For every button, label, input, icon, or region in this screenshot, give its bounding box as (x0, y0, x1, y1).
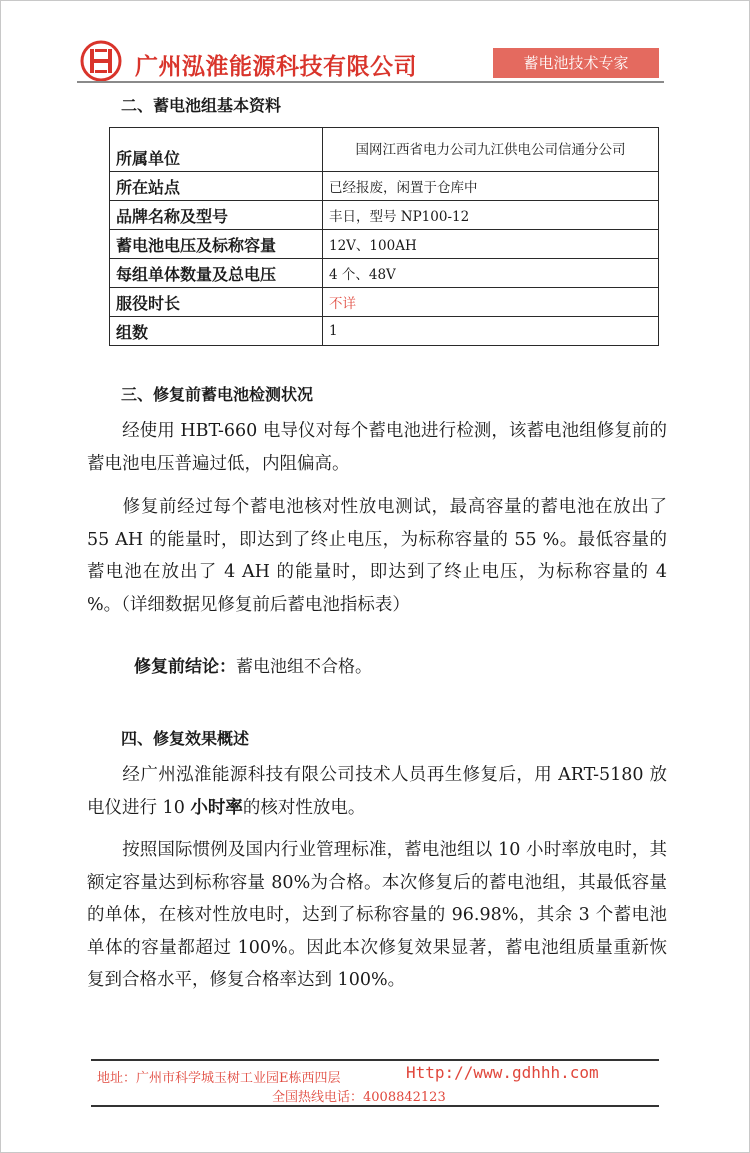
tagline-banner: 蓄电池技术专家 (493, 48, 659, 78)
section3-conclusion (134, 652, 372, 677)
battery-info-table (109, 127, 659, 346)
bold-term: 小时率 (190, 797, 243, 818)
footer-address: 地址：广州市科学城玉树工业园E栋西四层 (97, 1071, 341, 1086)
row-label: 服役时长 (110, 288, 323, 317)
company-logo-icon (79, 39, 123, 83)
table-row (110, 230, 659, 259)
row-value: 已经报废，闲置于仓库中 (323, 172, 659, 201)
section4-heading: 四、修复效果概述 (121, 729, 250, 748)
section2-heading: 二、蓄电池组基本资料 (121, 96, 282, 115)
table-row (110, 317, 659, 346)
table-row (110, 259, 659, 288)
table-row (110, 201, 659, 230)
conclusion-text: 蓄电池组不合格。 (236, 657, 372, 677)
row-value: 丰日，型号 NP100-12 (323, 201, 659, 230)
row-label: 蓄电池电压及标称容量 (110, 230, 323, 259)
section3-paragraph-1: 经使用 HBT-660 电导仪对每个蓄电池进行检测，该蓄电池组修复前的蓄电池电压普遍过低，内阻偏高。 (87, 421, 667, 474)
table-row (110, 172, 659, 201)
section3-paragraph-2: 修复前经过每个蓄电池核对性放电测试，最高容量的蓄电池在放出了 55 AH 的能量时，即达到了终止电压，为标称容量的 55 %。最低容量的蓄电池在放出了 4 AH 的能量时，即达到了终止电压，为标称容量的 4 %。（详细数据见修复前后蓄电池指标表） (87, 497, 667, 615)
row-label: 品牌名称及型号 (110, 201, 323, 230)
row-value: 不详 (323, 288, 659, 317)
row-value: 12V、100AH (323, 230, 659, 259)
footer-divider-top (91, 1059, 659, 1061)
footer-hotline: 全国热线电话：4008842123 (272, 1090, 446, 1105)
row-value: 4 个、48V (323, 259, 659, 288)
row-label: 所在站点 (110, 172, 323, 201)
company-name: 广州泓淮能源科技有限公司 (135, 54, 417, 80)
footer-website-link[interactable]: Http://www.gdhhh.com (406, 1063, 599, 1082)
row-label: 组数 (110, 317, 323, 346)
footer-divider-bottom (91, 1105, 659, 1107)
row-value: 1 (323, 317, 659, 346)
section4-paragraph-1: 经广州泓淮能源科技有限公司技术人员再生修复后，用 ART-5180 放电仪进行 10 小时率的核对性放电。 (87, 765, 667, 818)
section3-heading: 三、修复前蓄电池检测状况 (121, 385, 314, 404)
row-label: 所属单位 (110, 128, 323, 172)
section4-paragraph-2: 按照国际惯例及国内行业管理标准，蓄电池组以 10 小时率放电时，其额定容量达到标称容量 80%为合格。本次修复后的蓄电池组，其最低容量的单体，在核对性放电时，达到了标称容量的 96.98%，其余 3 个蓄电池单体的容量都超过 100%。因此本次修复效果显著，蓄电池组质量重新恢复到合格水平，修复合格率达到 100%。 (87, 840, 667, 991)
table-row (110, 128, 659, 172)
table-row (110, 288, 659, 317)
header-divider (77, 81, 664, 83)
row-label: 每组单体数量及总电压 (110, 259, 323, 288)
row-value: 国网江西省电力公司九江供电公司信通分公司 (323, 128, 659, 172)
conclusion-label: 修复前结论： (134, 657, 236, 677)
